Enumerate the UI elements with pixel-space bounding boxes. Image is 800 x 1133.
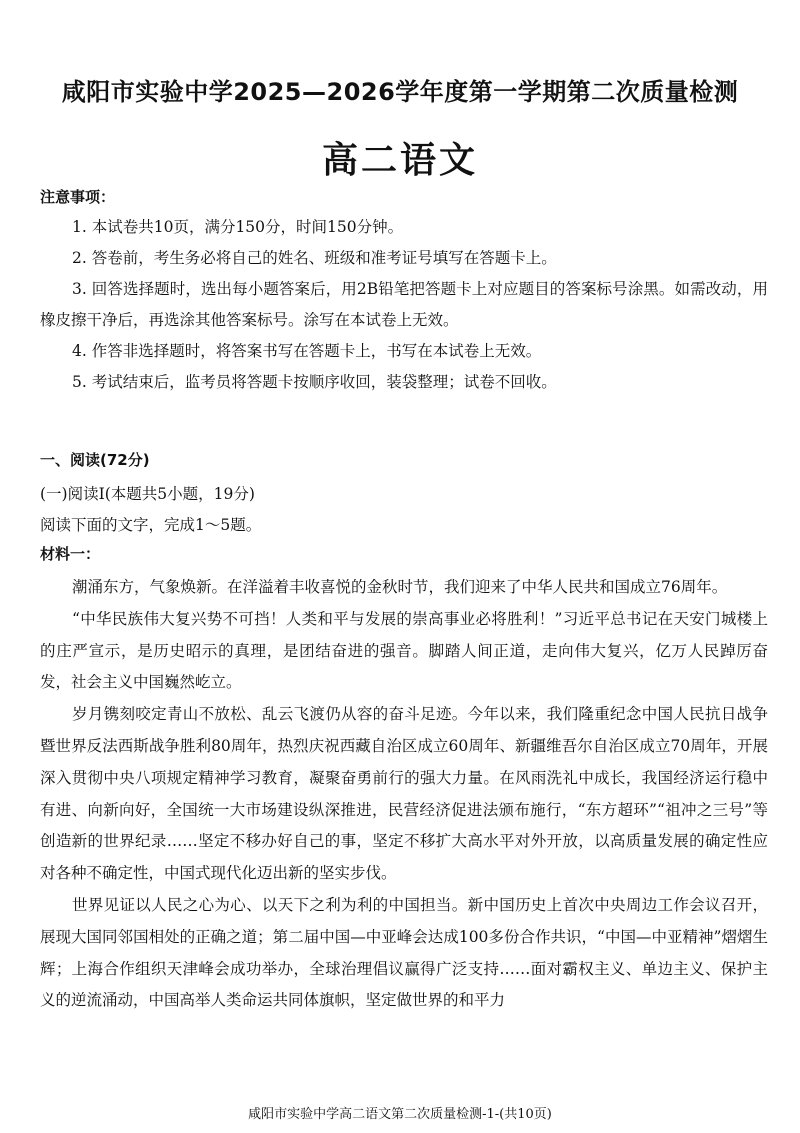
notice-heading: 注意事项： (40, 188, 116, 206)
paragraph: “中华民族伟大复兴势不可挡！人类和平与发展的崇高事业必将胜利！”习近平总书记在天安门城楼上的庄严宣示，是历史昭示的真理，是团结奋进的强音。脚踏人间正道，走向伟大复兴，亿万人民踔厉奋发，社会主义中国巍然屹立。 (40, 609, 768, 692)
notice-item-5: 5. 考试结束后，监考员将答题卡按顺序收回，装袋整理；试卷不回收。 (72, 373, 557, 391)
material-text (40, 572, 768, 1017)
section-heading: 一、阅读(72分) (40, 451, 150, 469)
exam-title: 咸阳市实验中学2025—2026学年度第一学期第二次质量检测 (61, 78, 739, 106)
notice-item-3: 3. 回答选择题时，选出每小题答案后，用2B铅笔把答题卡上对应题目的答案标号涂黑。如需改动，用橡皮擦干净后，再选涂其他答案标号。涂写在本试卷上无效。 (40, 280, 768, 329)
reading-instruction: 阅读下面的文字，完成1～5题。 (40, 516, 262, 534)
notice-item-2: 2. 答卷前，考生务必将自己的姓名、班级和准考证号填写在答题卡上。 (72, 249, 557, 267)
paragraph: 世界见证以人民之心为心、以天下之利为利的中国担当。新中国历史上首次中央周边工作会议召开，展现大国同邻国相处的正确之道；第二届中国—中亚峰会达成100多份合作共识，“中国—中亚精神”熠熠生辉；上海合作组织天津峰会成功举办，全球治理倡议赢得广泛支持……面对霸权主义、单边主义、保护主义的逆流涌动，中国高举人类命运共同体旗帜，坚定做世界的和平力 (40, 895, 768, 1010)
paragraph: 岁月镌刻咬定青山不放松、乱云飞渡仍从容的奋斗足迹。今年以来，我们隆重纪念中国人民抗日战争暨世界反法西斯战争胜利80周年，热烈庆祝西藏自治区成立60周年、新疆维吾尔自治区成立70周年，开展深入贯彻中央八项规定精神学习教育，凝聚奋勇前行的强大力量。在风雨洗礼中成长，我国经济运行稳中有进、向新向好，全国统一大市场建设纵深推进，民营经济促进法颁布施行，“东方超环”“祖冲之三号”等创造新的世界纪录……坚定不移办好自己的事，坚定不移扩大高水平对外开放，以高质量发展的确定性应对各种不确定性，中国式现代化迈出新的坚实步伐。 (40, 705, 768, 883)
notice-list (40, 212, 768, 398)
material-label: 材料一： (40, 545, 101, 563)
subject-title: 高二语文 (321, 140, 478, 181)
subsection-heading: (一)阅读Ⅰ(本题共5小题，19分) (40, 485, 255, 503)
notice-item-1: 1. 本试卷共10页，满分150分，时间150分钟。 (72, 218, 404, 236)
page-footer: 咸阳市实验中学高二语文第二次质量检测-1-(共10页) (248, 1107, 552, 1122)
paragraph: 潮涌东方，气象焕新。在洋溢着丰收喜悦的金秋时节，我们迎来了中华人民共和国成立76周年。 (72, 578, 728, 596)
notice-item-4: 4. 作答非选择题时，将答案书写在答题卡上，书写在本试卷上无效。 (72, 342, 542, 360)
